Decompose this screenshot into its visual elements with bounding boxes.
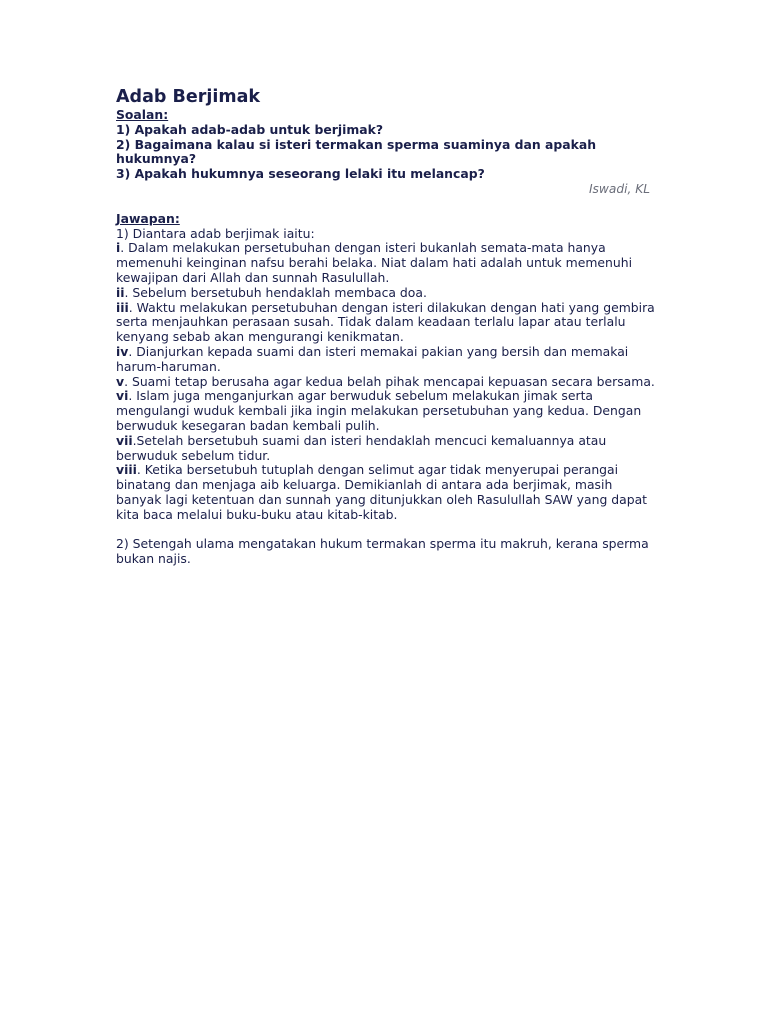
answer-2: 2) Setengah ulama mengatakan hukum termakan sperma itu makruh, kerana sperma bukan najis. xyxy=(116,536,649,567)
answer-item-vi xyxy=(116,389,656,433)
answer-item-i xyxy=(116,241,656,285)
item-separator: . xyxy=(128,299,137,315)
byline: Iswadi, KL xyxy=(588,181,650,196)
item-marker: viii xyxy=(116,462,137,478)
answer-item-ii xyxy=(116,286,656,301)
item-separator: . xyxy=(132,432,137,448)
jawapan-heading: Jawapan: xyxy=(116,210,180,226)
soalan-heading: Soalan: xyxy=(116,107,169,122)
answer-item-iii xyxy=(116,301,656,345)
item-separator: . xyxy=(136,462,145,478)
item-separator: . xyxy=(128,343,137,359)
item-separator: . xyxy=(124,373,132,389)
question-2: 2) Bagaimana kalau si isteri termakan sperma suaminya dan apakah hukumnya? xyxy=(116,136,597,167)
answer-item-viii xyxy=(116,463,656,522)
item-marker: ii xyxy=(116,284,125,300)
item-text: Setelah bersetubuh suami dan isteri hendaklah mencuci kemaluannya atau berwuduk sebelum tidur. xyxy=(116,432,607,463)
item-text: Waktu melakukan persetubuhan dengan isteri dilakukan dengan hati yang gembira serta menjauhkan perasaan susah. Tidak dalam keadaan terlalu lapar atau terlalu kenyang sebab akan mengurangi kenikmatan. xyxy=(116,299,655,345)
item-separator: . xyxy=(124,284,133,300)
item-marker: vi xyxy=(116,388,129,404)
item-separator: . xyxy=(120,240,129,256)
item-marker: v xyxy=(116,373,125,389)
question-1: 1) Apakah adab-adab untuk berjimak? xyxy=(116,121,384,137)
answer-intro: 1) Diantara adab berjimak iaitu: xyxy=(116,225,315,241)
answer-item-vii xyxy=(116,434,656,464)
document-title: Adab Berjimak xyxy=(116,87,261,107)
paragraph-gap xyxy=(116,523,656,538)
question-3: 3) Apakah hukumnya seseorang lelaki itu melancap? xyxy=(116,166,485,182)
item-text: Dianjurkan kepada suami dan isteri memakai pakian yang bersih dan memakai harum-haruman. xyxy=(116,343,629,374)
item-marker: i xyxy=(116,240,121,256)
item-text: Islam juga menganjurkan agar berwuduk sebelum melakukan jimak serta mengulangi wuduk kembali jika ingin melakukan persetubuhan yang kedua. Dengan berwuduk kesegaran badan kembali pulih. xyxy=(116,388,642,433)
answer-item-iv xyxy=(116,345,656,375)
item-text: Suami tetap berusaha agar kedua belah pihak mencapai kepuasan secara bersama. xyxy=(131,373,655,389)
document-page xyxy=(116,86,656,567)
spacer xyxy=(116,197,656,212)
item-separator: . xyxy=(128,388,137,404)
item-text: Sebelum bersetubuh hendaklah membaca doa. xyxy=(132,284,427,300)
answer-item-v xyxy=(116,375,656,390)
item-marker: iv xyxy=(116,343,129,359)
item-marker: vii xyxy=(116,432,133,448)
item-text: Dalam melakukan persetubuhan dengan isteri bukanlah semata-mata hanya memenuhi keinginan nafsu berahi belaka. Niat dalam hati adalah untuk memenuhi kewajipan dari Allah dan sunnah Rasulullah. xyxy=(116,240,633,285)
item-marker: iii xyxy=(116,299,129,315)
item-text: Ketika bersetubuh tutuplah dengan selimut agar tidak menyerupai perangai binatang dan menjaga aib keluarga. Demikianlah di antara ada berjimak, masih banyak lagi ketentuan dan sunnah yang ditunjukkan oleh Rasulullah SAW yang dapat kita baca melalui buku-buku atau kitab-kitab. xyxy=(116,462,648,522)
